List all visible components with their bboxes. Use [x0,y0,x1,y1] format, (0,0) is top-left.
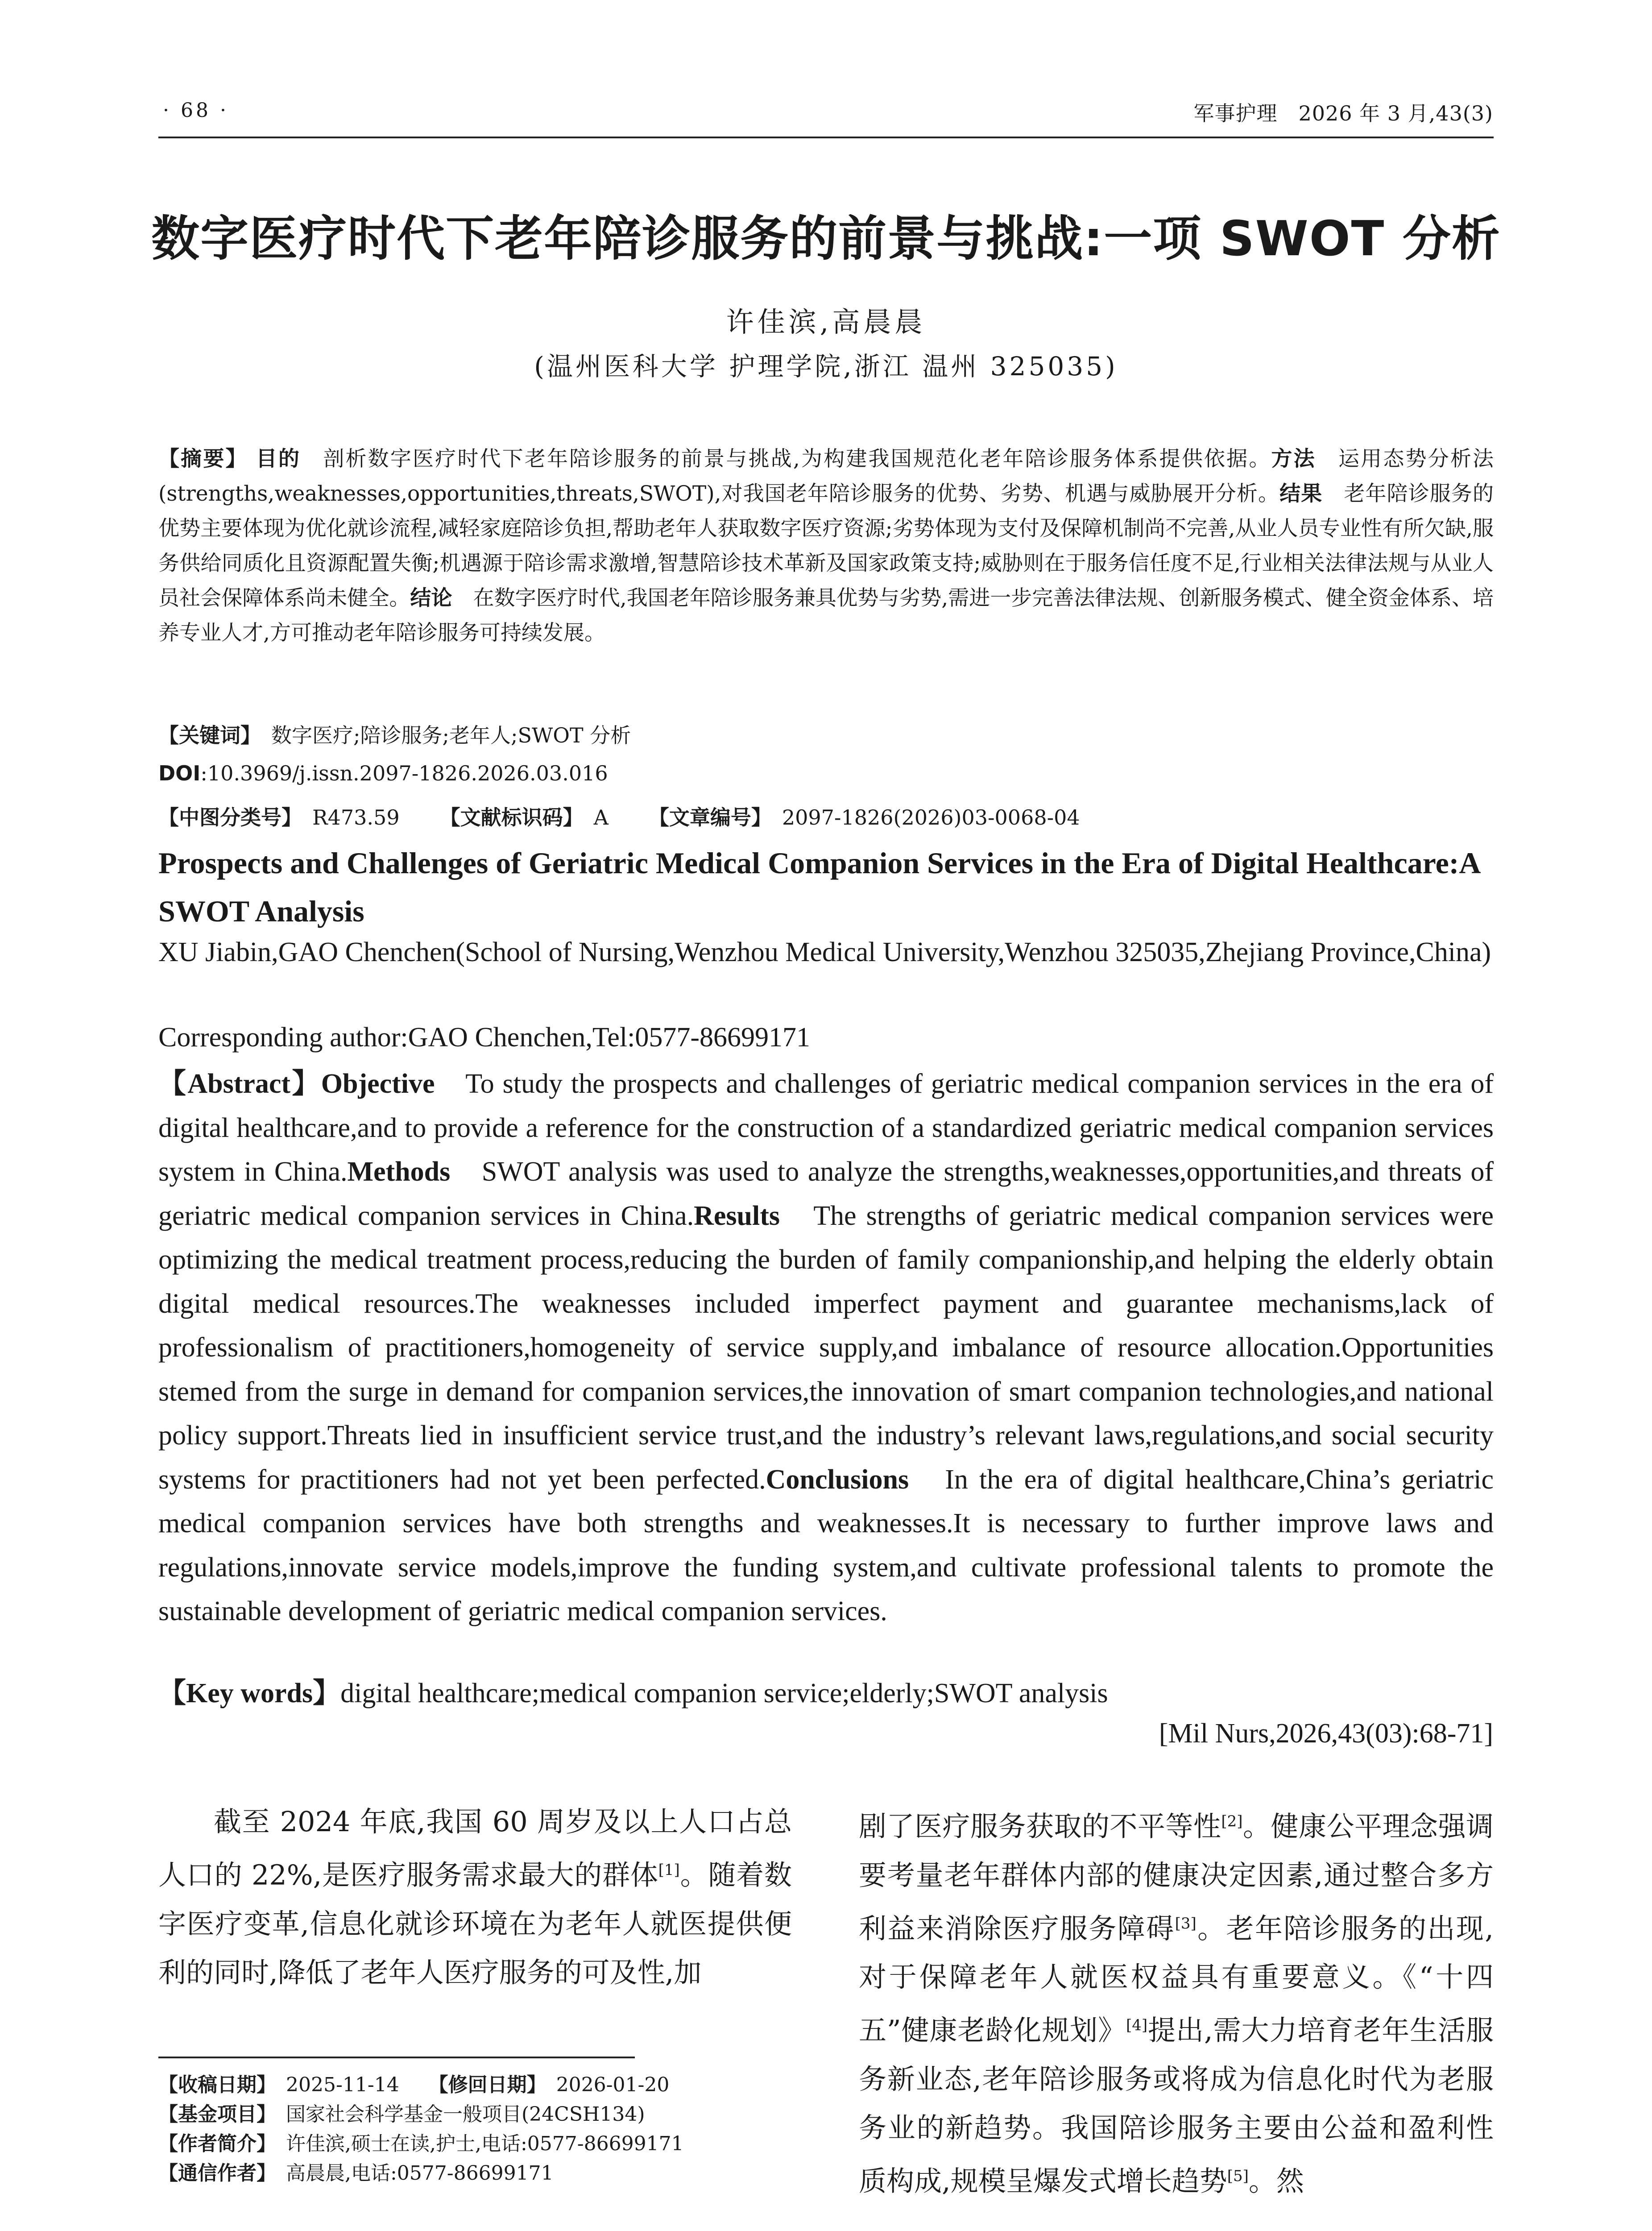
header-rule [158,137,1494,138]
received-value: 2025-11-14 [286,2073,399,2096]
clc-value: R473.59 [312,805,400,829]
body-text: 。老年陪诊服务的出现,对于保障老年人就医权益具有重要意义。《“十四五”健康老龄化规划》 [859,1912,1494,2047]
english-abstract [158,1062,1494,1634]
classification-line [158,801,1494,831]
objective-label: 目的 [256,447,301,471]
citation: [Mil Nurs,2026,43(03):68-71] [1159,1718,1493,1749]
doi-text: :10.3969/j.issn.2097-1826.2026.03.016 [200,761,608,785]
abstract-label-en: 【Abstract】 [158,1069,321,1099]
conclusion-text: 在数字医疗时代,我国老年陪诊服务兼具优势与劣势,需进一步完善法律法规、创新服务模式、健全资金体系、培养专业人才,方可推动老年陪诊服务可持续发展。 [158,586,1494,645]
methods-label-en: Methods [347,1157,451,1187]
body-text: 提出,需大力培育老年生活服务新业态,老年陪诊服务或将成为信息化时代为老服务业的新趋势。我国陪诊服务主要由公益和盈利性质构成,规模呈爆发式增长趋势 [859,2014,1494,2198]
footnote-rule [158,2057,635,2058]
article-number-label: 【文章编号】 [648,805,762,829]
footnote-corresponding [158,2159,836,2188]
methods-text: 运用态势分析法(strengths,weaknesses,opportunities,threats,SWOT),对我国老年陪诊服务的优势、劣势、机遇与威胁展开分析。 [158,447,1494,506]
conclusions-label-en: Conclusions [766,1464,909,1495]
doc-code-value: A [593,805,609,829]
body-text: 截至 2024 年底,我国 60 周岁及以上人口占总人口的 22%,是医疗服务需求最大的群体 [158,1805,792,1891]
keywords-label-en: 【Key words】 [158,1678,341,1708]
keywords-label: 【关键词】 [158,723,251,747]
footnote-author [158,2129,836,2159]
journal-info: 军事护理 2026 年 3 月,43(3) [1193,101,1493,125]
methods-text-en: SWOT analysis was used to analyze the strengths,weaknesses,opportunities,and threats of geriatric medical companion services in China. [158,1157,1494,1231]
results-text-en: The strengths of geriatric medical companion services were optimizing the medical treatment process,reducing the burden of family companionship,and helping the elderly obtain digital medical resources.The weaknesses included imperfect payment and guarantee mechanisms,lack of professionalism of practitioners,homogeneity of service supply,and imbalance of resource allocation.Opportunities stemed from the surge in demand for companion services,the innovation of smart companion technologies,and national policy support.Threats lied in insufficient service trust,and the industry’s relevant laws,regulations,and social security systems for practitioners had not yet been perfected. [158,1200,1494,1495]
fund-label: 【基金项目】 [158,2103,266,2126]
conclusion-label: 结论 [410,586,452,610]
author-bio-value: 许佳滨,硕士在读,护士,电话:0577-86699171 [286,2132,684,2155]
fund-value: 国家社会科学基金一般项目(24CSH134) [286,2103,645,2126]
author-bio-label: 【作者简介】 [158,2132,266,2155]
article-title: 数字医疗时代下老年陪诊服务的前景与挑战:一项 SWOT 分析 [151,211,1501,267]
body-text: 。然 [1248,2165,1304,2198]
objective-text-en: To study the prospects and challenges of geriatric medical companion services in the era of digital healthcare,and to provide a reference for the construction of a standardized geriatric medical companion services system in China. [158,1069,1494,1187]
keywords-line [158,719,1494,749]
revised-value: 2026-01-20 [556,2073,670,2096]
authors: 许佳滨,高晨晨 [726,306,926,338]
english-title: Prospects and Challenges of Geriatric Medical Companion Services in the Era of Digital Healthcare:A SWOT Analysis [158,846,1479,928]
revised-label: 【修回日期】 [438,2073,537,2096]
methods-label: 方法 [1271,447,1316,471]
footnote-dates [158,2070,836,2100]
english-keywords [158,1671,1494,1710]
keywords-text: 数字医疗;陪诊服务;老年人;SWOT 分析 [271,723,631,747]
chinese-abstract [158,442,1494,651]
abstract-label: 【摘要】 [158,447,248,471]
results-label-en: Results [694,1200,780,1231]
english-authors: XU Jiabin,GAO Chenchen(School of Nursing,Wenzhou Medical University,Wenzhou 325035,Zhejiang Province,China) [158,937,1491,967]
reference-marker[interactable]: [1] [658,1861,680,1879]
clc-label: 【中图分类号】 [158,805,292,829]
objective-label-en: Objective [321,1069,435,1099]
body-text: 剧了医疗服务获取的不平等性 [859,1810,1221,1843]
corresponding-label: 【通信作者】 [158,2162,266,2185]
reference-marker[interactable]: [5] [1227,2167,1249,2185]
corresponding-author: Corresponding author:GAO Chenchen,Tel:0577-86699171 [158,1022,811,1053]
conclusions-text-en: In the era of digital healthcare,China’s geriatric medical companion services have both strengths and weaknesses.It is necessary to further improve laws and regulations,innovate service models,improve the funding system,and cultivate professional talents to promote the sustainable development of geriatric medical companion services. [158,1464,1494,1626]
reference-marker[interactable]: [2] [1221,1812,1243,1830]
doi-line [158,761,1494,785]
body-column-left [158,1797,792,1997]
page-number: · 68 · [163,99,229,122]
reference-marker[interactable]: [4] [1126,2016,1148,2035]
results-label: 结果 [1279,481,1323,506]
body-text: 。随着数字医疗变革,信息化就诊环境在为老年人就医提供便利的同时,降低了老年人医疗服务的可及性,加 [158,1858,792,1989]
reference-marker[interactable]: [3] [1175,1914,1197,1932]
objective-text: 剖析数字医疗时代下老年陪诊服务的前景与挑战,为构建我国规范化老年陪诊服务体系提供依据。 [323,447,1271,471]
article-number-value: 2097-1826(2026)03-0068-04 [782,805,1080,829]
body-column-right [859,1797,1494,2206]
affiliation: (温州医科大学 护理学院,浙江 温州 325035) [534,351,1118,382]
footnote-fund [158,2100,836,2129]
doi-label: DOI [158,761,201,785]
received-label: 【收稿日期】 [158,2073,266,2096]
keywords-text-en: digital healthcare;medical companion service;elderly;SWOT analysis [340,1678,1108,1708]
doc-code-label: 【文献标识码】 [439,805,573,829]
corresponding-value: 高晨晨,电话:0577-86699171 [286,2162,554,2185]
footnotes [158,2070,836,2188]
body-text: 。健康公平理念强调要考量老年群体内部的健康决定因素,通过整合多方利益来消除医疗服务障碍 [859,1810,1494,1945]
results-text: 老年陪诊服务的优势主要体现为优化就诊流程,减轻家庭陪诊负担,帮助老年人获取数字医疗资源;劣势体现为支付及保障机制尚不完善,从业人员专业性有所欠缺,服务供给同质化且资源配置失衡;机遇源于陪诊需求激增,智慧陪诊技术革新及国家政策支持;威胁则在于服务信任度不足,行业相关法律法规与从业人员社会保障体系尚未健全。 [158,481,1494,610]
